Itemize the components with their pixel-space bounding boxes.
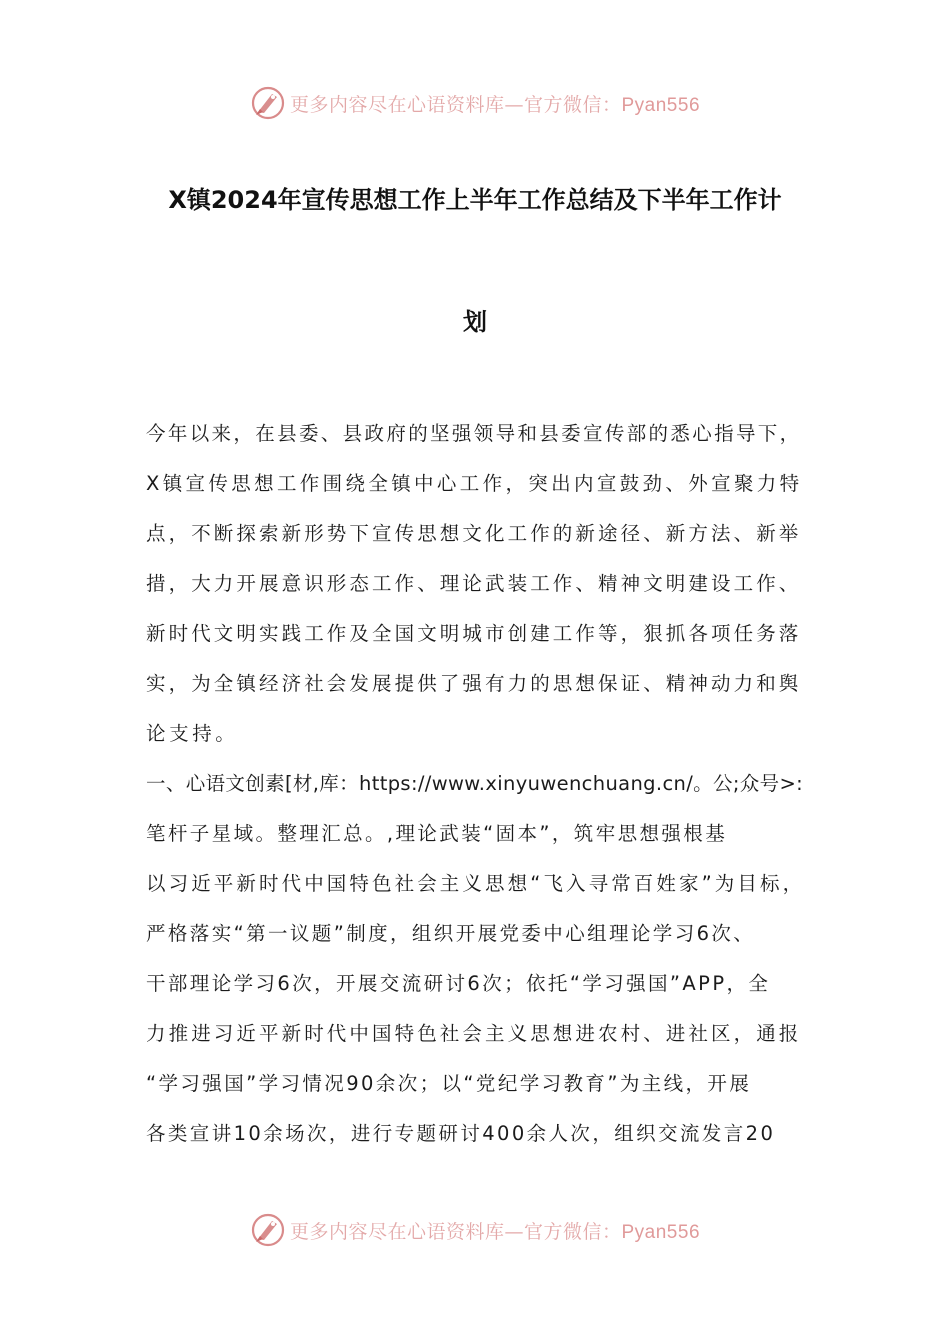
body-line: 措，大力开展意识形态工作、理论武装工作、精神文明建设工作、 [146,572,802,595]
body-line: 论支持。 [146,722,239,745]
body-line: 今年以来，在县委、县政府的坚强领导和县委宣传部的悉心指导下， [146,422,802,445]
document-title-line-2: 划 [463,308,487,336]
body-line: 力推进习近平新时代中国特色社会主义思想进农村、进社区，通报 [146,1022,802,1045]
body-line: 点，不断探索新形势下宣传思想文化工作的新途径、新方法、新举 [146,522,802,545]
body-line: 笔杆子星域。整理汇总。,理论武装“固本”，筑牢思想强根基 [146,822,728,845]
header-watermark [0,78,950,128]
body-line: 一、心语文创素[材,库：https://www.xinyuwenchuang.cn/。公;众号>: [146,772,804,795]
watermark-id: Pyan556 [621,94,701,116]
body-line: 以习近平新时代中国特色社会主义思想“飞入寻常百姓家”为目标， [146,872,806,895]
footer-watermark [0,1205,950,1255]
watermark-id: Pyan556 [621,1221,701,1243]
body-line: 实，为全镇经济社会发展提供了强有力的思想保证、精神动力和舆 [146,672,802,695]
document-body [146,418,806,1168]
document-title-line-1: X镇2024年宣传思想工作上半年工作总结及下半年工作计 [168,186,782,214]
body-line: 严格落实“第一议题”制度，组织开展党委中心组理论学习6次、 [146,922,756,945]
watermark-text: 更多内容尽在心语资料库—官方微信： [289,1220,622,1243]
body-line: 干部理论学习6次，开展交流研讨6次；依托“学习强国”APP，全 [146,972,771,995]
pen-nib-logo-icon [250,1212,286,1248]
pen-nib-logo-icon [250,85,286,121]
body-line: 各类宣讲10余场次，进行专题研讨400余人次，组织交流发言20 [146,1122,776,1145]
watermark-text: 更多内容尽在心语资料库—官方微信： [289,93,622,116]
body-line: “学习强国”学习情况90余次；以“党纪学习教育”为主线，开展 [146,1072,752,1095]
body-line: X镇宣传思想工作围绕全镇中心工作，突出内宣鼓劲、外宣聚力特 [146,472,803,495]
body-line: 新时代文明实践工作及全国文明城市创建工作等，狠抓各项任务落 [146,622,802,645]
